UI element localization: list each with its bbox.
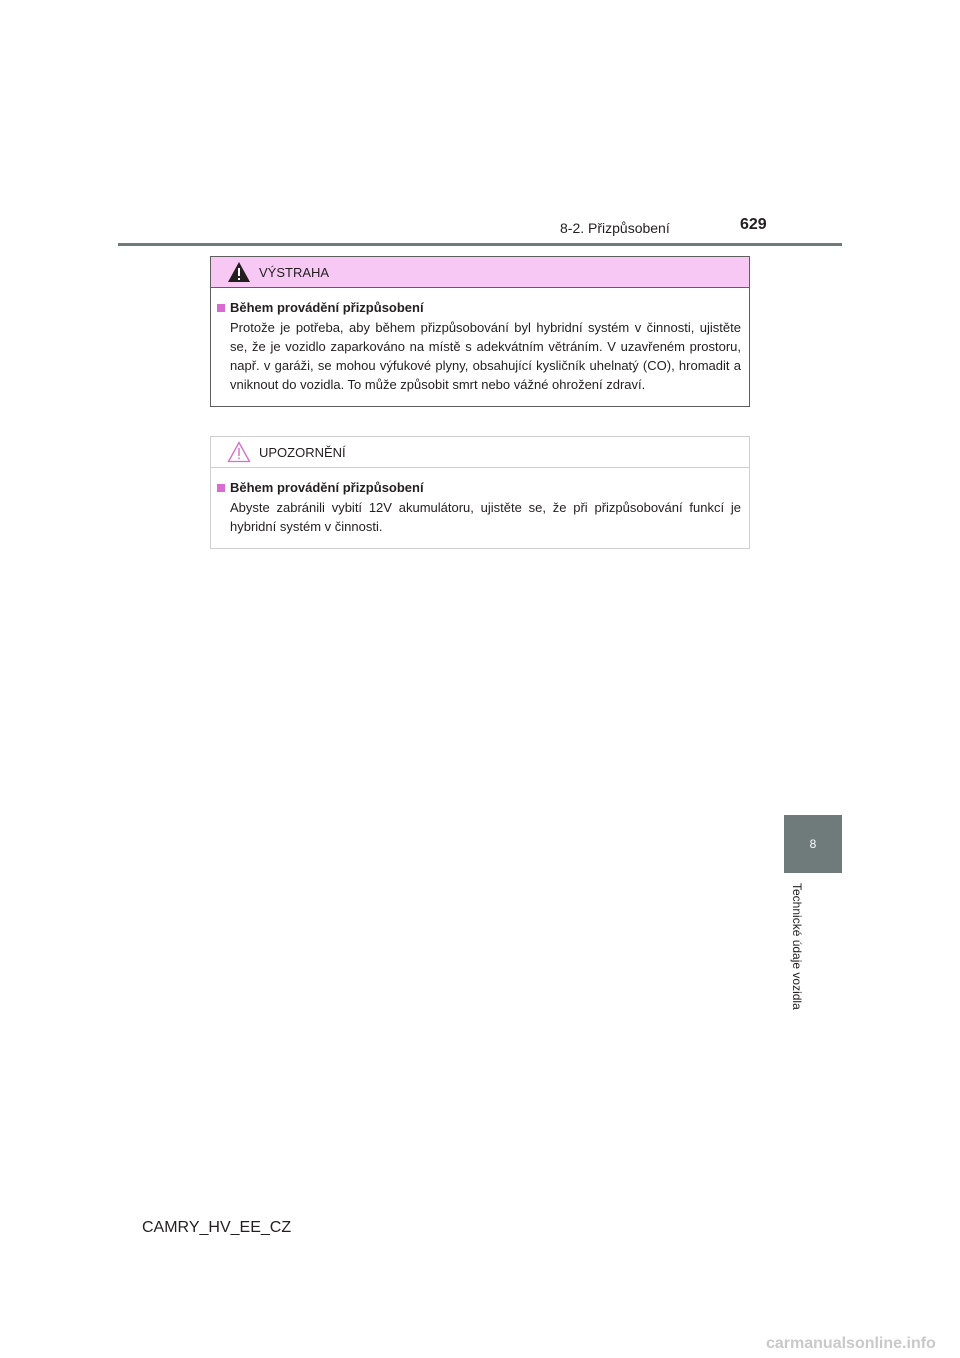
chapter-title: Technické údaje vozidla	[790, 883, 804, 1010]
chapter-number: 8	[809, 837, 817, 851]
caution-label: UPOZORNĚNÍ	[259, 444, 346, 460]
caution-triangle-icon	[227, 441, 251, 463]
warning-label: VÝSTRAHA	[259, 264, 330, 280]
caution-item-text: Abyste zabránili vybití 12V akumulátoru, ujistěte se, že při přizpůsobování funkcí je hybridní systém v činnosti.	[230, 500, 741, 534]
bullet-square-icon	[217, 304, 225, 312]
section-title: 8-2. Přizpůsobení	[560, 220, 670, 236]
caution-header	[211, 437, 749, 468]
caution-body	[211, 468, 749, 548]
warning-body	[211, 288, 749, 406]
header-divider	[118, 243, 842, 246]
warning-item-title-row	[217, 300, 741, 315]
warning-header	[211, 257, 749, 288]
warning-triangle-icon	[227, 261, 251, 283]
caution-box	[210, 436, 750, 549]
model-code: CAMRY_HV_EE_CZ	[142, 1219, 292, 1236]
chapter-tab	[784, 815, 842, 873]
warning-item-text: Protože je potřeba, aby během přizpůsobování byl hybridní systém v činnosti, ujistěte se, že je vozidlo zaparkováno na místě s adekvátním větráním. V uzavřeném prostoru, např. v garáži, se mohou výfukové plyny, obsahující kysličník uhelnatý (CO), hromadit a vniknout do vozidla. To může způsobit smrt nebo vážné ohrožení zdraví.	[230, 320, 741, 392]
caution-item-title-row	[217, 480, 741, 495]
warning-item-title: Během provádění přizpůsobení	[230, 300, 424, 315]
page-number: 629	[740, 216, 767, 233]
warning-box	[210, 256, 750, 407]
bullet-square-icon	[217, 484, 225, 492]
watermark: carmanualsonline.info	[766, 1335, 936, 1352]
caution-item-title: Během provádění přizpůsobení	[230, 480, 424, 495]
